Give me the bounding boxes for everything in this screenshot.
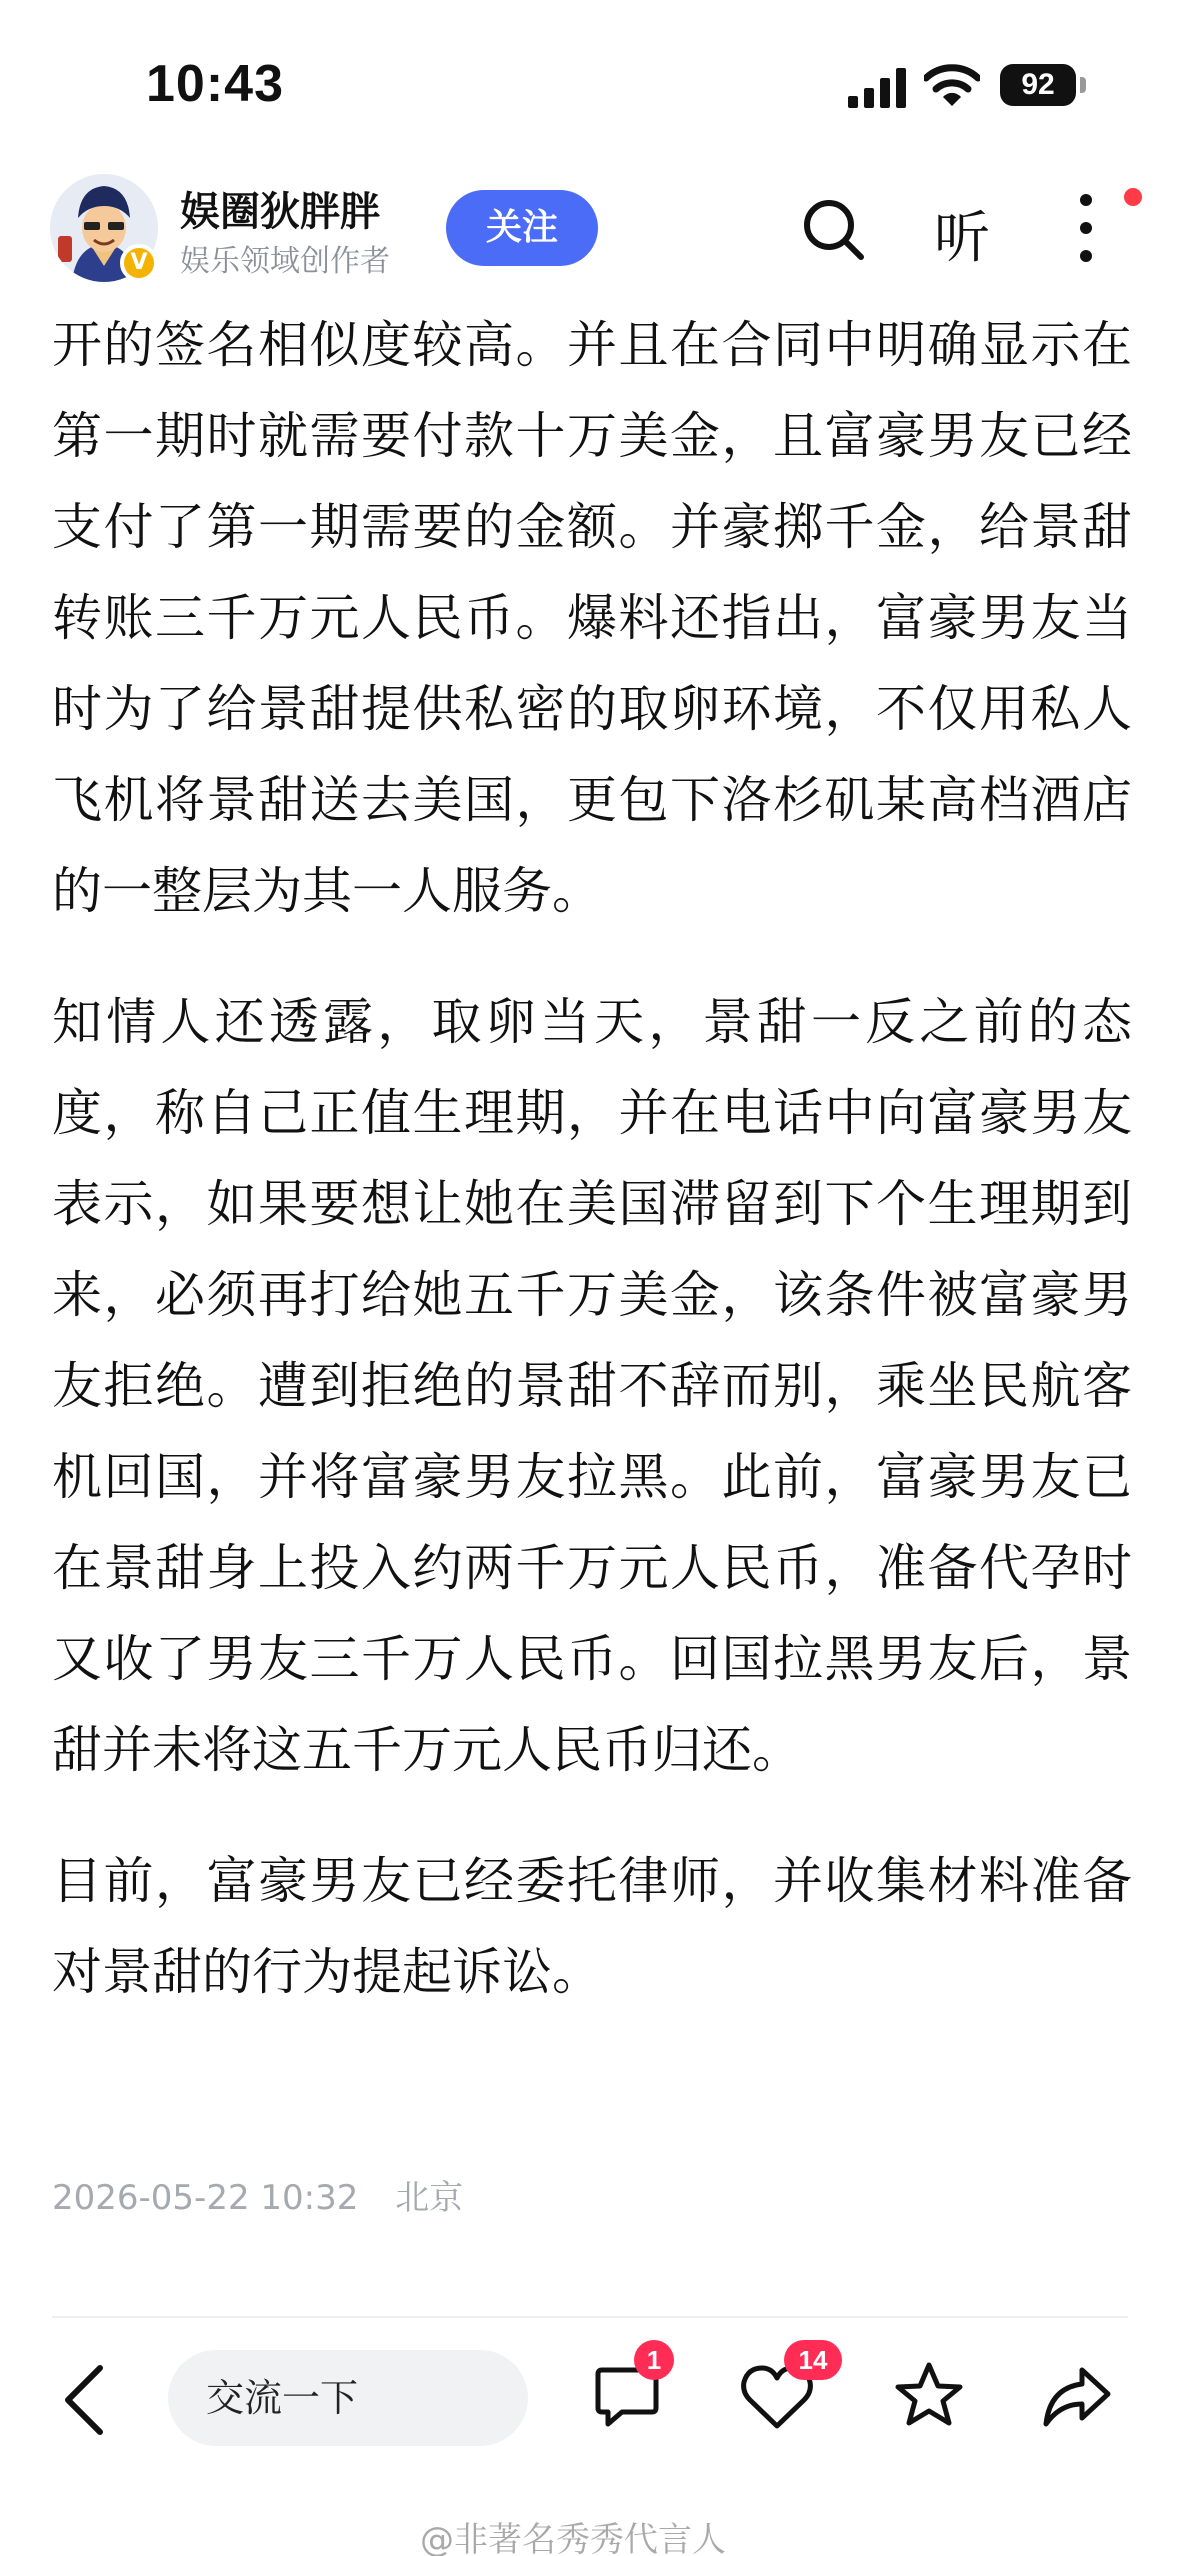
article-paragraph: 知情人还透露，取卵当天，景甜一反之前的态度，称自己正值生理期，并在电话中向富豪男友表示，如果要想让她在美国滞留到下个生理期到来，必须再打给她五千万美金，该条件被富豪男友拒绝。遭到拒绝的景甜不辞而别，乘坐民航客机回国，并将富豪男友拉黑。此前，富豪男友已在景甜身上投入约两千万元人民币，准备代孕时又收了男友三千万人民币。回国拉黑男友后，景甜并未将这五千万元人民币归还。 [52,993,1132,1779]
like-count-badge: 14 [784,2340,842,2380]
post-datetime: 2026-05-22 10:32 [52,2178,359,2218]
battery-icon: 92 [1000,64,1076,106]
status-time: 10:43 [146,55,284,113]
post-meta [52,2170,463,2219]
author-header [0,160,1179,300]
signal-icon [848,68,906,108]
listen-button[interactable]: 听 [934,206,990,271]
notification-dot [1124,188,1142,206]
author-role: 娱乐领域创作者 [180,244,390,279]
article-paragraph: 目前，富豪男友已经委托律师，并收集材料准备对景甜的行为提起诉讼。 [52,1852,1132,2001]
post-location: 北京 [395,2178,464,2218]
watermark: @非著名秀秀代言人 [420,2520,726,2556]
comment-count-badge: 1 [634,2340,674,2380]
search-icon[interactable] [800,196,866,262]
battery-cap [1080,77,1086,93]
follow-button[interactable]: 关注 [446,190,598,266]
article-paragraph: 开的签名相似度较高。并且在合同中明确显示在第一期时就需要付款十万美金，且富豪男友已经支付了第一期需要的金额。并豪掷千金，给景甜转账三千万元人民币。爆料还指出，富豪男友当时为了给景甜提供私密的取卵环境，不仅用私人飞机将景甜送去美国，更包下洛杉矶某高档酒店的一整层为其一人服务。 [52,316,1132,920]
article-body [52,300,1132,2018]
author-name[interactable]: 娱圈狄胖胖 [180,189,380,235]
star-icon[interactable] [894,2360,964,2430]
wifi-icon [924,64,980,108]
share-icon[interactable] [1042,2364,1112,2430]
status-bar [0,0,1179,160]
bottom-action-bar [0,2318,1179,2478]
more-icon[interactable] [1076,190,1096,266]
verified-badge: V [120,244,158,282]
back-icon[interactable] [60,2362,108,2438]
comment-input[interactable]: 交流一下 [168,2350,528,2446]
